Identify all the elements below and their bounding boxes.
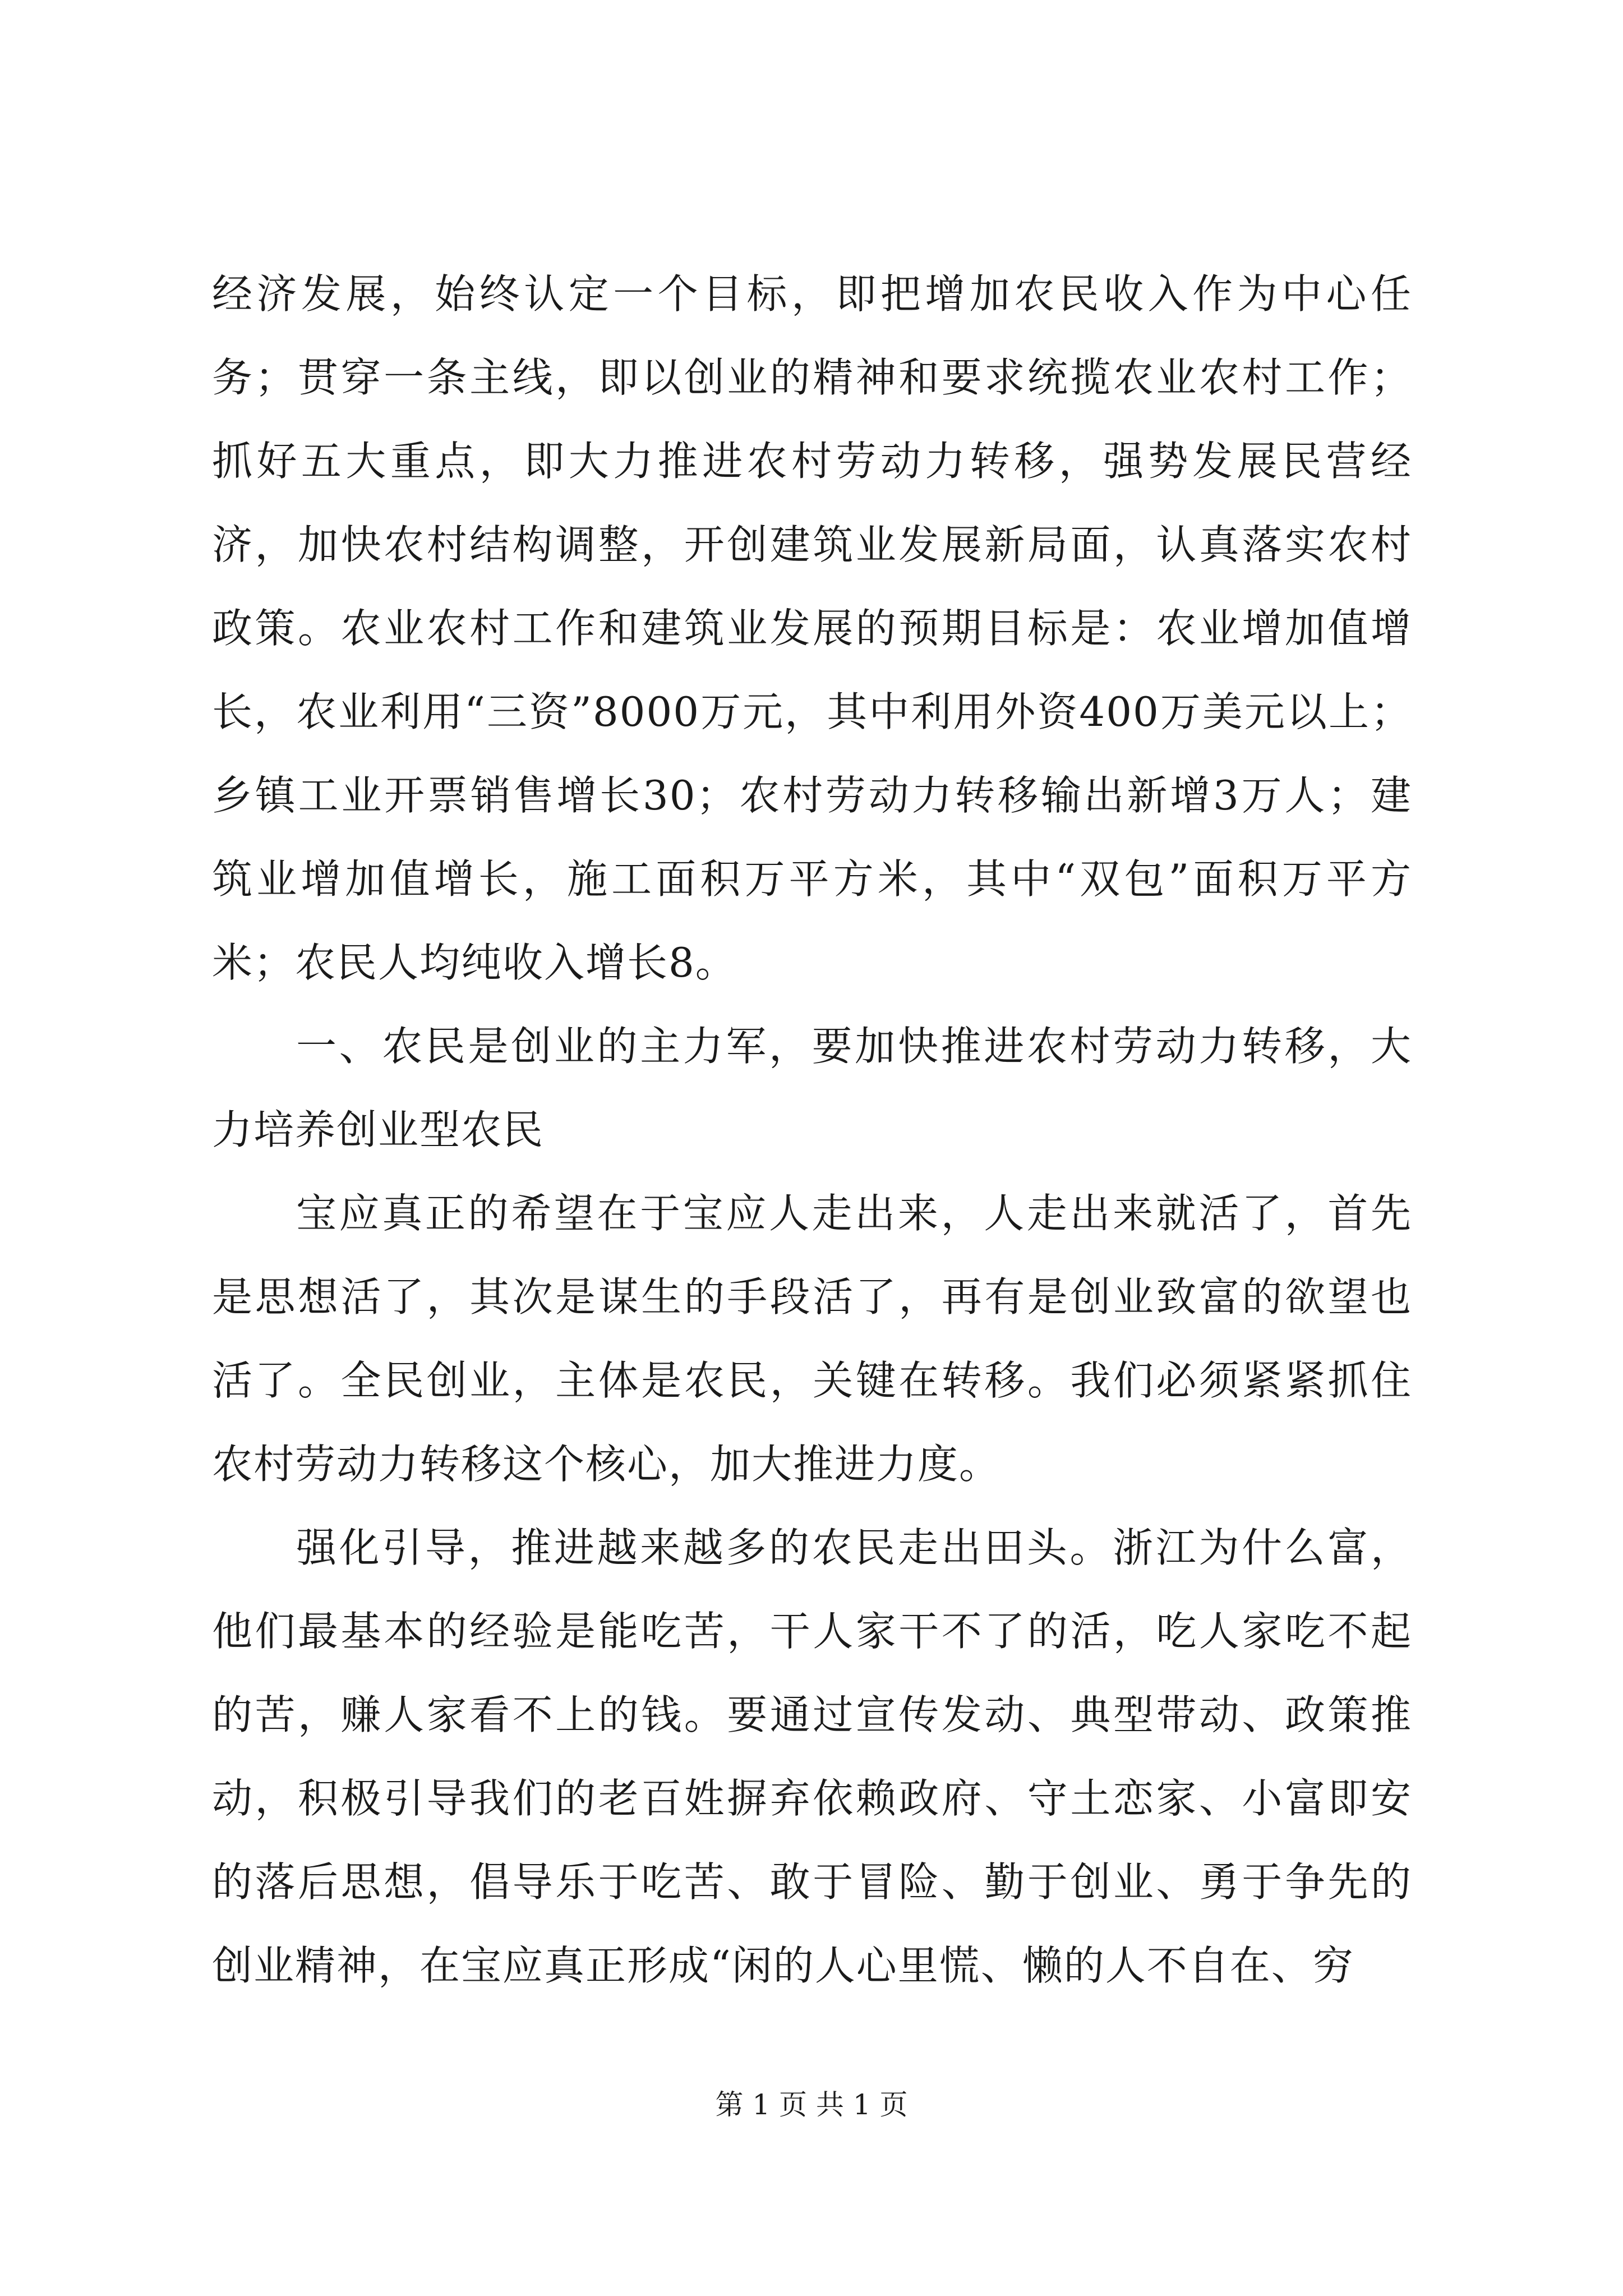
section-heading: 一、农民是创业的主力军，要加快推进农村劳动力转移，大力培养创业型农民: [212, 1023, 1412, 1153]
paragraph-3: 宝应真正的希望在于宝应人走出来，人走出来就活了，首先是思想活了，其次是谋生的手段活了，再有是创业致富的欲望也活了。全民创业，主体是农民，关键在转移。我们必须紧紧抓住农村劳动力转移这个核心，加大推进力度。: [212, 1190, 1412, 1488]
document-body: [212, 252, 1412, 2008]
page-footer: 第 1 页 共 1 页: [715, 2088, 908, 2121]
paragraph-1: 经济发展，始终认定一个目标，即把增加农民收入作为中心任务；贯穿一条主线，即以创业的精神和要求统揽农业农村工作；抓好五大重点，即大力推进农村劳动力转移，强势发展民营经济，加快农村结构调整，开创建筑业发展新局面，认真落实农村政策。农业农村工作和建筑业发展的预期目标是：农业增加值增长，农业利用“三资”8000万元，其中利用外资400万美元以上；乡镇工业开票销售增长30；农村劳动力转移输出新增3万人；建筑业增加值增长，施工面积万平方米，其中“双包”面积万平方米；农民人均纯收入增长8。: [212, 270, 1412, 986]
paragraph-4: 强化引导，推进越来越多的农民走出田头。浙江为什么富，他们最基本的经验是能吃苦，干人家干不了的活，吃人家吃不起的苦，赚人家看不上的钱。要通过宣传发动、典型带动、政策推动，积极引导我们的老百姓摒弃依赖政府、守土恋家、小富即安的落后思想，倡导乐于吃苦、敢于冒险、勤于创业、勇于争先的创业精神，在宝应真正形成“闲的人心里慌、懒的人不自在、穷: [212, 1524, 1412, 1989]
